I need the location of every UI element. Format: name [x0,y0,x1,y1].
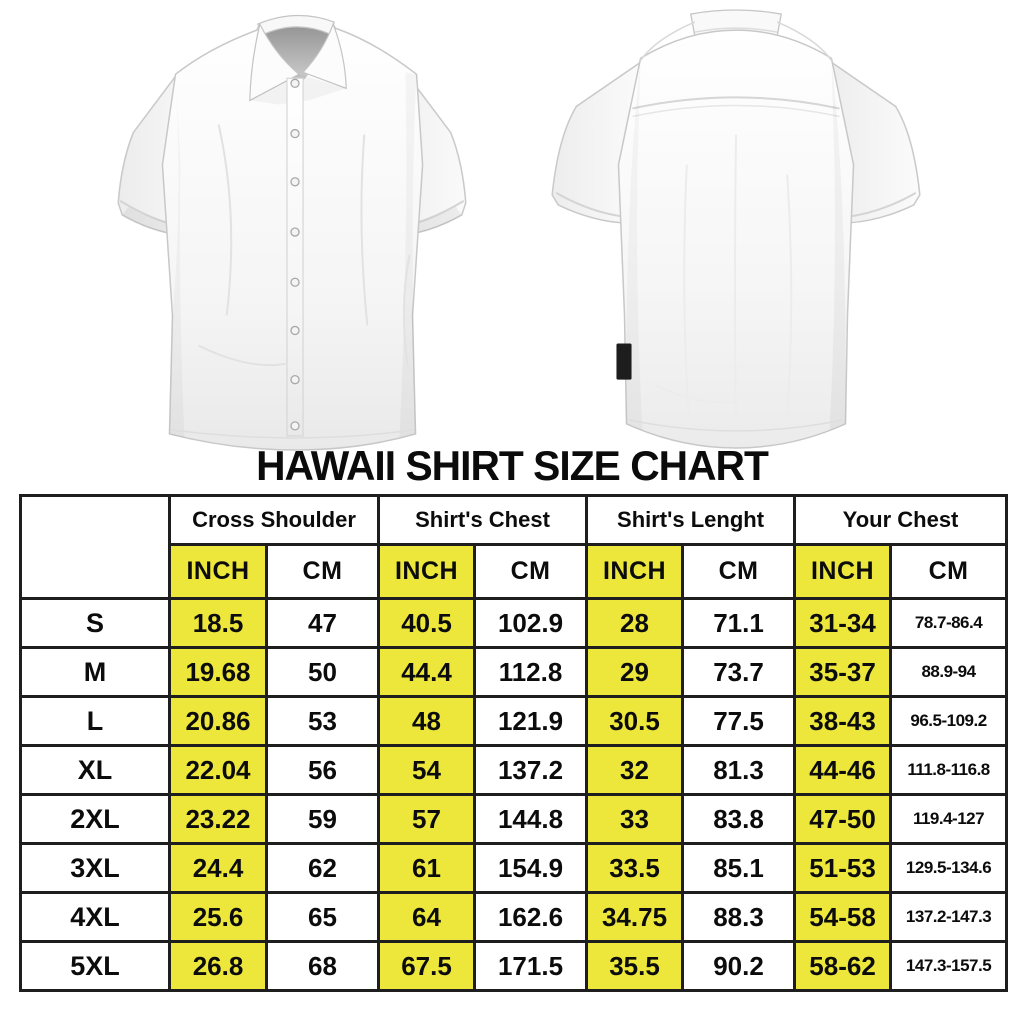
group-header-row [21,496,1007,545]
value-cell-cm: 50 [267,648,379,697]
value-cell-cm: 111.8-116.8 [891,746,1007,795]
value-cell-cm: 59 [267,795,379,844]
value-cell-inch: 47-50 [795,795,891,844]
value-cell-inch: 28 [587,599,683,648]
value-cell-cm: 88.9-94 [891,648,1007,697]
value-cell-inch: 23.22 [170,795,267,844]
unit-header-cm: CM [267,545,379,599]
value-cell-inch: 35-37 [795,648,891,697]
value-cell-inch: 44.4 [379,648,475,697]
value-cell-cm: 119.4-127 [891,795,1007,844]
value-cell-inch: 67.5 [379,942,475,991]
value-cell-inch: 25.6 [170,893,267,942]
size-label: 5XL [21,942,170,991]
unit-header-inch: INCH [795,545,891,599]
value-cell-inch: 38-43 [795,697,891,746]
unit-header-inch: INCH [587,545,683,599]
table-row [21,942,1007,991]
value-cell-cm: 129.5-134.6 [891,844,1007,893]
value-cell-cm: 147.3-157.5 [891,942,1007,991]
value-cell-cm: 137.2 [475,746,587,795]
size-chart-table [19,494,1008,992]
value-cell-cm: 121.9 [475,697,587,746]
page-title: HAWAII SHIRT SIZE CHART [256,442,768,489]
size-label: XL [21,746,170,795]
value-cell-cm: 90.2 [683,942,795,991]
value-cell-inch: 54 [379,746,475,795]
unit-header-inch: INCH [170,545,267,599]
value-cell-inch: 48 [379,697,475,746]
value-cell-cm: 96.5-109.2 [891,697,1007,746]
value-cell-inch: 34.75 [587,893,683,942]
shirt-side-tag [616,344,631,380]
shirt-back-image [536,4,936,452]
unit-header-cm: CM [475,545,587,599]
value-cell-inch: 22.04 [170,746,267,795]
value-cell-cm: 65 [267,893,379,942]
value-cell-cm: 171.5 [475,942,587,991]
value-cell-cm: 85.1 [683,844,795,893]
value-cell-inch: 32 [587,746,683,795]
size-label: 3XL [21,844,170,893]
unit-header-cm: CM [683,545,795,599]
value-cell-cm: 102.9 [475,599,587,648]
group-header-cross-shoulder: Cross Shoulder [170,496,379,545]
table-row [21,795,1007,844]
value-cell-cm: 56 [267,746,379,795]
group-header-shirts-length: Shirt's Lenght [587,496,795,545]
value-cell-inch: 29 [587,648,683,697]
size-label: 2XL [21,795,170,844]
table-row [21,599,1007,648]
value-cell-cm: 83.8 [683,795,795,844]
value-cell-inch: 51-53 [795,844,891,893]
value-cell-inch: 31-34 [795,599,891,648]
table-row [21,648,1007,697]
value-cell-cm: 154.9 [475,844,587,893]
size-label: M [21,648,170,697]
value-cell-inch: 20.86 [170,697,267,746]
value-cell-cm: 62 [267,844,379,893]
value-cell-inch: 30.5 [587,697,683,746]
value-cell-inch: 57 [379,795,475,844]
value-cell-cm: 162.6 [475,893,587,942]
group-header-your-chest: Your Chest [795,496,1007,545]
value-cell-inch: 40.5 [379,599,475,648]
value-cell-inch: 35.5 [587,942,683,991]
table-row [21,746,1007,795]
value-cell-cm: 68 [267,942,379,991]
table-row [21,844,1007,893]
size-label: S [21,599,170,648]
value-cell-inch: 64 [379,893,475,942]
value-cell-inch: 33 [587,795,683,844]
value-cell-cm: 137.2-147.3 [891,893,1007,942]
value-cell-inch: 61 [379,844,475,893]
size-label: 4XL [21,893,170,942]
group-header-shirts-chest: Shirt's Chest [379,496,587,545]
value-cell-cm: 88.3 [683,893,795,942]
value-cell-cm: 78.7-86.4 [891,599,1007,648]
value-cell-inch: 18.5 [170,599,267,648]
corner-cell [21,496,170,599]
value-cell-cm: 73.7 [683,648,795,697]
value-cell-cm: 47 [267,599,379,648]
shirt-front-image [108,4,476,452]
value-cell-inch: 33.5 [587,844,683,893]
value-cell-inch: 19.68 [170,648,267,697]
value-cell-inch: 54-58 [795,893,891,942]
value-cell-inch: 58-62 [795,942,891,991]
table-row [21,893,1007,942]
unit-header-inch: INCH [379,545,475,599]
value-cell-cm: 81.3 [683,746,795,795]
value-cell-inch: 24.4 [170,844,267,893]
value-cell-inch: 26.8 [170,942,267,991]
value-cell-cm: 144.8 [475,795,587,844]
value-cell-cm: 71.1 [683,599,795,648]
value-cell-inch: 44-46 [795,746,891,795]
value-cell-cm: 112.8 [475,648,587,697]
size-label: L [21,697,170,746]
value-cell-cm: 53 [267,697,379,746]
table-row [21,697,1007,746]
value-cell-cm: 77.5 [683,697,795,746]
unit-header-cm: CM [891,545,1007,599]
